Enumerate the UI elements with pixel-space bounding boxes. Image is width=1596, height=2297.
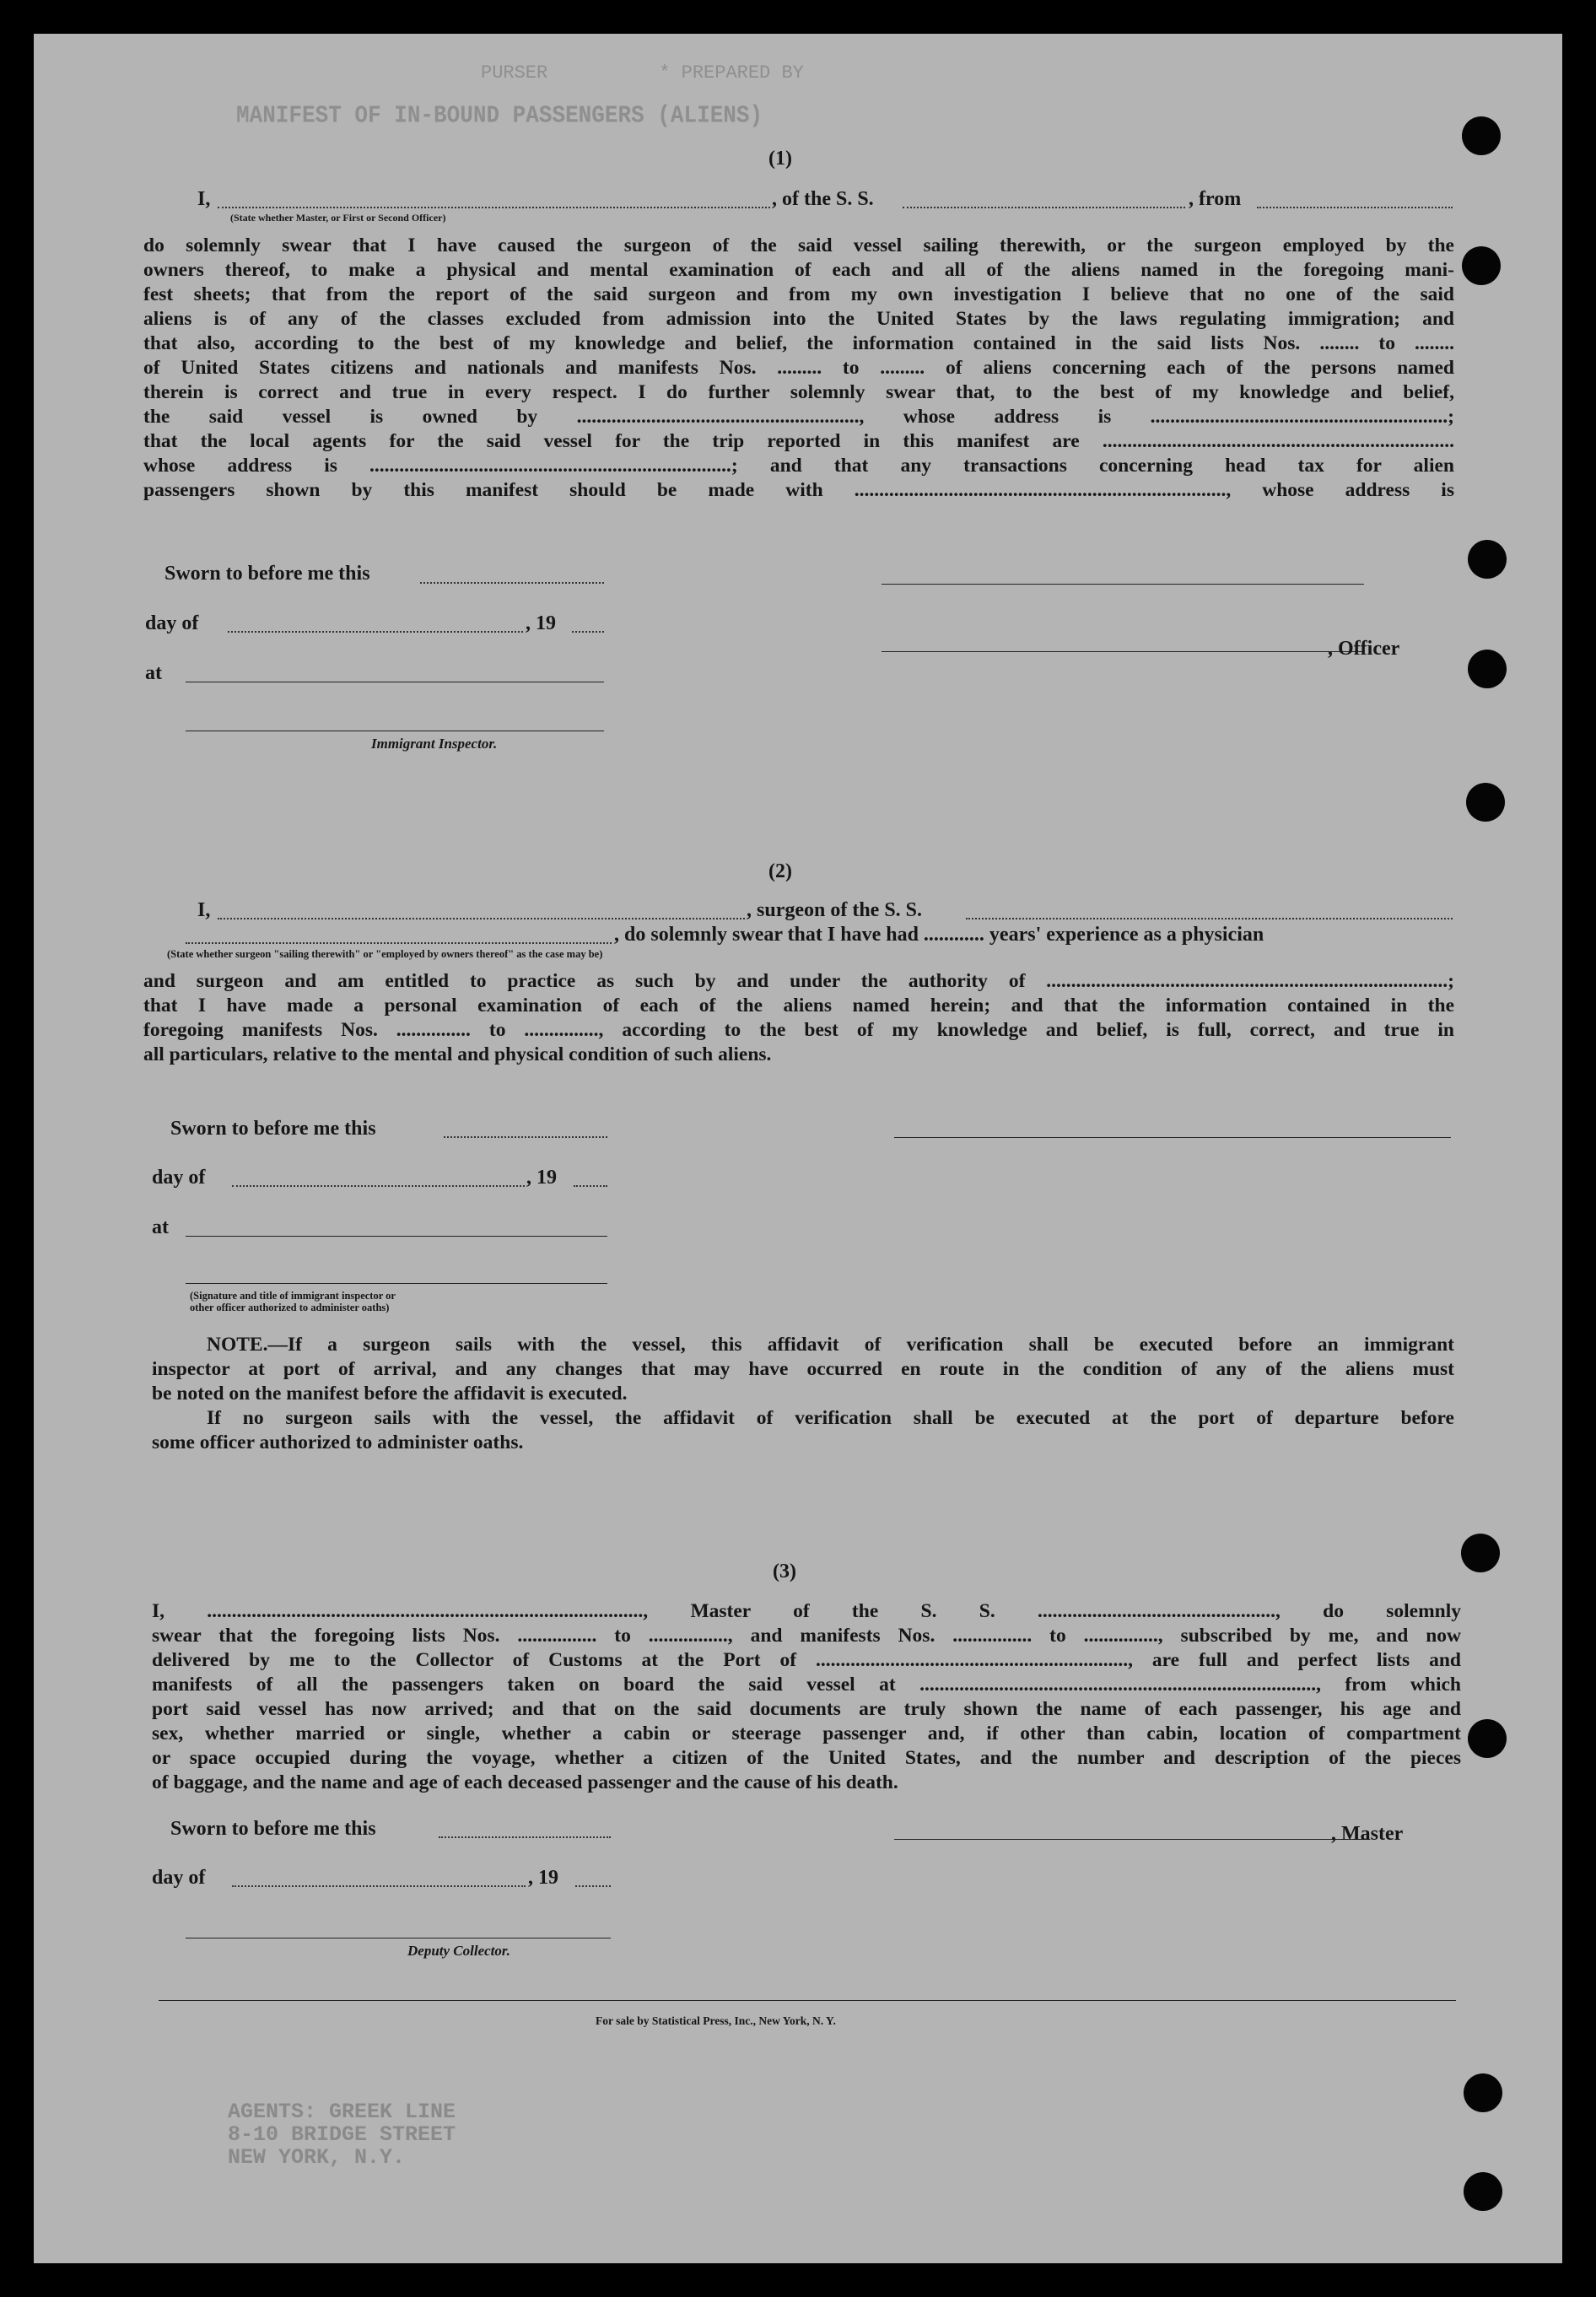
s3-day-blank [232, 1885, 526, 1887]
s1-line-6: of United States citizens and nationals and manifests Nos. ......... to ......... of aliens concerning each of the persons named [143, 357, 1454, 379]
s2-note-2: inspector at port of arrival, and any changes that may have occurred en route in the condition of any of the aliens must [152, 1358, 1454, 1380]
s3-line-8: of baggage, and the name and age of each deceased passenger and the cause of his death. [152, 1771, 898, 1793]
s1-day-of-label: day of [145, 612, 199, 634]
s2-signer-2: other officer authorized to administer oaths) [190, 1302, 390, 1313]
stamp-line-2: 8-10 BRIDGE STREET [228, 2122, 456, 2147]
s1-right-sig-line-1 [882, 584, 1364, 585]
s2-day-of-label: day of [152, 1167, 206, 1189]
s3-master-line [894, 1839, 1367, 1840]
s1-port-blank [1257, 207, 1453, 208]
s2-line-6: all particulars, relative to the mental and physical condition of such aliens. [143, 1043, 772, 1065]
s3-line-6: sex, whether married or single, whether a cabin or steerage passenger and, if other than cabin, location of compartment [152, 1723, 1461, 1744]
footer-printer: For sale by Statistical Press, Inc., New York, N. Y. [596, 2014, 836, 2027]
s1-line-11: passengers shown by this manifest should be made with ..........................................................................., whose address is [143, 479, 1454, 501]
s1-line-1: do solemnly swear that I have caused the surgeon of the said vessel sailing therewith, or the surgeon employed by the [143, 235, 1454, 256]
s2-note-4: If no surgeon sails with the vessel, the affidavit of verification shall be executed at the port of departure before [207, 1407, 1454, 1429]
s2-year-blank [574, 1185, 607, 1187]
s1-sworn-blank [420, 582, 604, 584]
s1-officer-label: , Officer [1328, 638, 1400, 660]
s1-line-8: the said vessel is owned by ........................................................., whose address is ............................................................; [143, 406, 1454, 428]
s2-note-3: be noted on the manifest before the affidavit is executed. [152, 1383, 628, 1405]
s2-line-2: , do solemnly swear that I have had ............ years' experience as a physician [614, 924, 1264, 946]
s3-master-label: , Master [1331, 1823, 1404, 1845]
s1-year-label: , 19 [526, 612, 556, 634]
s2-sworn-blank [444, 1136, 607, 1138]
s2-sworn-label: Sworn to before me this [170, 1118, 376, 1140]
s3-collector-label: Deputy Collector. [407, 1943, 510, 1959]
s1-note-under-i: (State whether Master, or First or Second Officer) [230, 212, 446, 224]
punch-hole [1466, 783, 1505, 822]
s1-day-blank [228, 631, 523, 633]
s2-ss-label: , surgeon of the S. S. [747, 899, 923, 921]
s3-sworn-label: Sworn to before me this [170, 1818, 376, 1840]
manifest-page [34, 34, 1562, 2263]
s3-line-1: I, ........................................................................................, Master of the S. S. ................................................, do solemnly [152, 1600, 1461, 1622]
s3-line-2: swear that the foregoing lists Nos. ................ to ................, and manifests Nos. ................ to ..............., subscribed by me, and now [152, 1625, 1461, 1647]
section-3-number: (3) [773, 1561, 796, 1583]
s2-i-label: I, [197, 899, 211, 921]
s1-sworn-label: Sworn to before me this [164, 563, 370, 585]
s1-name-blank [218, 207, 770, 208]
s2-ship-blank [966, 918, 1453, 919]
s2-line-3: and surgeon and am entitled to practice as such by and under the authority of .................................................................................; [143, 970, 1454, 992]
s3-day-of-label: day of [152, 1867, 206, 1889]
s2-note-1: NOTE.—If a surgeon sails with the vessel, this affidavit of verification shall be executed before an immigrant [207, 1334, 1454, 1356]
s1-inspector-label: Immigrant Inspector. [371, 736, 498, 752]
punch-hole [1464, 2172, 1502, 2211]
s1-ship-blank [903, 207, 1185, 208]
footer-rule [159, 2000, 1456, 2001]
s2-right-sig-line [894, 1137, 1451, 1138]
stamp-line-1: AGENTS: GREEK LINE [228, 2100, 456, 2124]
s2-line-4: that I have made a personal examination of each of the aliens named herein; and that the information contained in the [143, 995, 1454, 1016]
s1-line-9: that the local agents for the said vessel for the trip reported in this manifest are ....................................................................... [143, 430, 1454, 452]
s1-line-3: fest sheets; that from the report of the said surgeon and from my own investigation I believe that no one of the said [143, 283, 1454, 305]
s3-line-5: port said vessel has now arrived; and that on the said documents are truly shown the name of each passenger, his age and [152, 1698, 1461, 1720]
s2-line-5: foregoing manifests Nos. ............... to ..............., according to the best of my knowledge and belief, is full, correct, and true in [143, 1019, 1454, 1041]
s1-i-label: I, [197, 188, 211, 210]
s1-line-7: therein is correct and true in every respect. I do further solemnly swear that, to the best of my knowledge and belief, [143, 381, 1454, 403]
punch-hole [1468, 540, 1507, 579]
s2-year-label: , 19 [526, 1167, 557, 1189]
stamp-line-3: NEW YORK, N.Y. [228, 2145, 406, 2170]
s1-officer-line [882, 651, 1364, 652]
s2-name-blank [218, 918, 745, 919]
s3-line-7: or space occupied during the voyage, whether a citizen of the United States, and the number and description of the pieces [152, 1747, 1461, 1769]
s2-signer-1: (Signature and title of immigrant inspector or [190, 1290, 396, 1302]
section-1-number: (1) [768, 148, 792, 170]
s3-line-4: manifests of all the passengers taken on board the said vessel at ................................................................................, from which [152, 1674, 1461, 1696]
s2-day-blank [232, 1185, 525, 1187]
s1-line-5: that also, according to the best of my knowledge and belief, the information contained in the said lists Nos. ........ to ........ [143, 332, 1454, 354]
punch-hole [1462, 246, 1501, 285]
s2-inspector-line [186, 1283, 607, 1284]
s2-at-line [186, 1236, 607, 1237]
s2-status-blank [186, 942, 612, 944]
s3-sworn-blank [439, 1836, 611, 1838]
s1-ss-label: , of the S. S. [772, 188, 874, 210]
s1-line-10: whose address is .........................................................................; and that any transactions concerning head tax for alien [143, 455, 1454, 477]
s1-at-label: at [145, 662, 162, 684]
s1-line-2: owners thereof, to make a physical and mental examination of each and all of the aliens named in the foregoing mani- [143, 259, 1454, 281]
s2-note-5: some officer authorized to administer oaths. [152, 1432, 524, 1453]
s1-from-label: , from [1189, 188, 1242, 210]
ghost-header-2: MANIFEST OF IN-BOUND PASSENGERS (ALIENS) [236, 101, 763, 130]
punch-hole [1464, 2073, 1502, 2112]
ghost-header-1: PURSER * PREPARED BY [481, 62, 804, 84]
s2-note-under: (State whether surgeon "sailing therewith" or "employed by owners thereof" as the case may be) [167, 948, 603, 960]
punch-hole [1462, 116, 1501, 155]
s3-line-3: delivered by me to the Collector of Customs at the Port of ..............................................................., are full and perfect lists and [152, 1649, 1461, 1671]
section-2-number: (2) [768, 860, 792, 882]
s3-year-blank [575, 1885, 611, 1887]
s2-at-label: at [152, 1216, 169, 1238]
s1-line-4: aliens is of any of the classes excluded from admission into the United States by the laws regulating immigration; and [143, 308, 1454, 330]
punch-hole [1461, 1534, 1500, 1572]
punch-hole [1468, 650, 1507, 688]
punch-hole [1468, 1719, 1507, 1758]
s3-year-label: , 19 [528, 1867, 558, 1889]
s1-year-blank [572, 631, 604, 633]
